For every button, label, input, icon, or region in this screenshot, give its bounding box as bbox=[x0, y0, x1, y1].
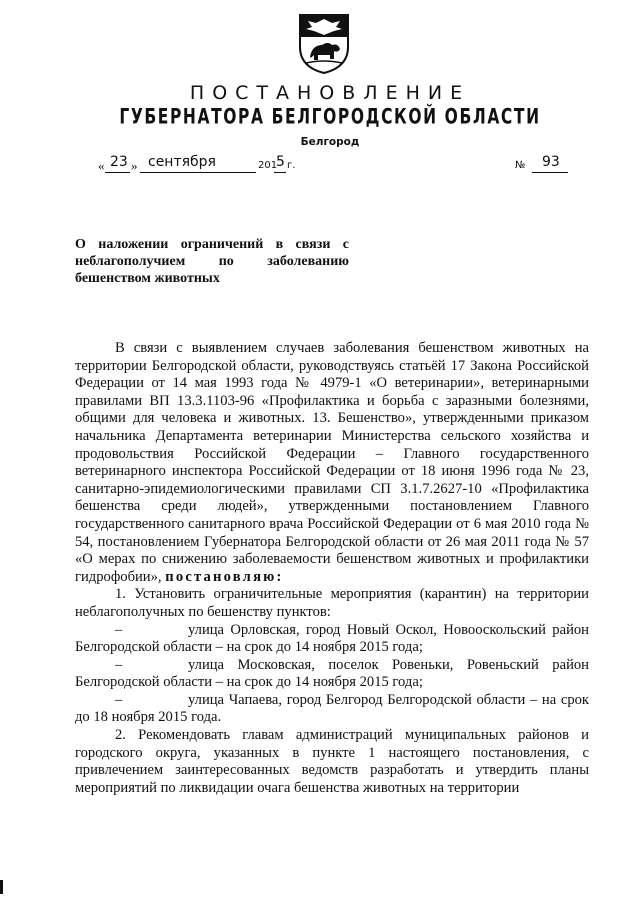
date-number-line bbox=[0, 154, 640, 176]
date-year-digit: 5 bbox=[276, 154, 285, 170]
year-underline bbox=[274, 172, 286, 173]
city-label: Белгород bbox=[300, 136, 360, 148]
decree-word: постановляю: bbox=[165, 568, 284, 585]
number-label: № bbox=[515, 160, 526, 171]
document-number: 93 bbox=[542, 154, 560, 170]
date-month: сентября bbox=[148, 154, 216, 170]
issuer-heading: ГУБЕРНАТОРА БЕЛГОРОДСКОЙ ОБЛАСТИ bbox=[119, 104, 541, 130]
day-underline bbox=[105, 172, 130, 173]
date-quote-open: « bbox=[98, 158, 105, 173]
list-item: – улица Чапаева, город Белгород Белгородской области – на срок до 18 ноября 2015 года. bbox=[75, 691, 589, 726]
scan-edge-mark bbox=[0, 880, 3, 894]
number-underline bbox=[532, 172, 568, 173]
point-2-paragraph: 2. Рекомендовать главам администраций муниципальных районов и городского округа, указанных в пункте 1 настоящего постановления, с привлечением заинтересованных ведомств разработать и утвердить планы мероприятий по ликвидации очага бешенства животных на территории bbox=[75, 727, 589, 796]
date-year-suffix: г. bbox=[287, 160, 296, 171]
document-type-heading: ПОСТАНОВЛЕНИЕ bbox=[189, 82, 471, 104]
list-item: – улица Московская, поселок Ровеньки, Ровеньский район Белгородской области – на срок до 14 ноября 2015 года; bbox=[75, 656, 589, 691]
date-year-prefix: 201 bbox=[258, 160, 278, 171]
date-quote-close: » bbox=[131, 158, 138, 173]
month-underline bbox=[140, 172, 256, 173]
date-day: 23 bbox=[110, 154, 128, 170]
document-title: О наложении ограничений в связи с неблагополучием по заболеванию бешенством животных bbox=[75, 237, 349, 286]
list-item: – улица Орловская, город Новый Оскол, Новооскольский район Белгородской области – на срок до 14 ноября 2015 года; bbox=[75, 621, 589, 656]
document-body bbox=[75, 340, 589, 797]
coat-of-arms-emblem bbox=[298, 13, 350, 75]
point-1-paragraph: 1. Установить ограничительные мероприятия (карантин) на территории неблагополучных по бешенству пунктов: bbox=[75, 586, 589, 620]
intro-paragraph: В связи с выявлением случаев заболевания бешенством животных на территории Белгородской области, руководствуясь статьёй 17 Закона Российской Федерации от 14 мая 1993 года № 4979-1 «О ветеринарии», ветеринарными правилами ВП 13.3.1103-96 «Профилактика и борьба с заразными болезнями, общими для человека и животных. 13. Бешенство», утвержденными приказом начальника Департамента ветеринарии Министерства сельского хозяйства и продовольствия Российской Федерации – Главного государственного ветеринарного инспектора Российской Федерации от 18 июня 1996 года № 23, санитарно-эпидемиологическими правилами СП 3.1.7.2627-10 «Профилактика бешенства среди людей», утвержденными постановлением Главного государственного санитарного врача Российской Федерации от 6 мая 2010 года № 54, постановлением Губернатора Белгородской области от 26 мая 2011 года № 57 «О мерах по снижению заболеваемости бешенством животных и профилактики гидрофобии», постановляю: bbox=[75, 340, 589, 585]
